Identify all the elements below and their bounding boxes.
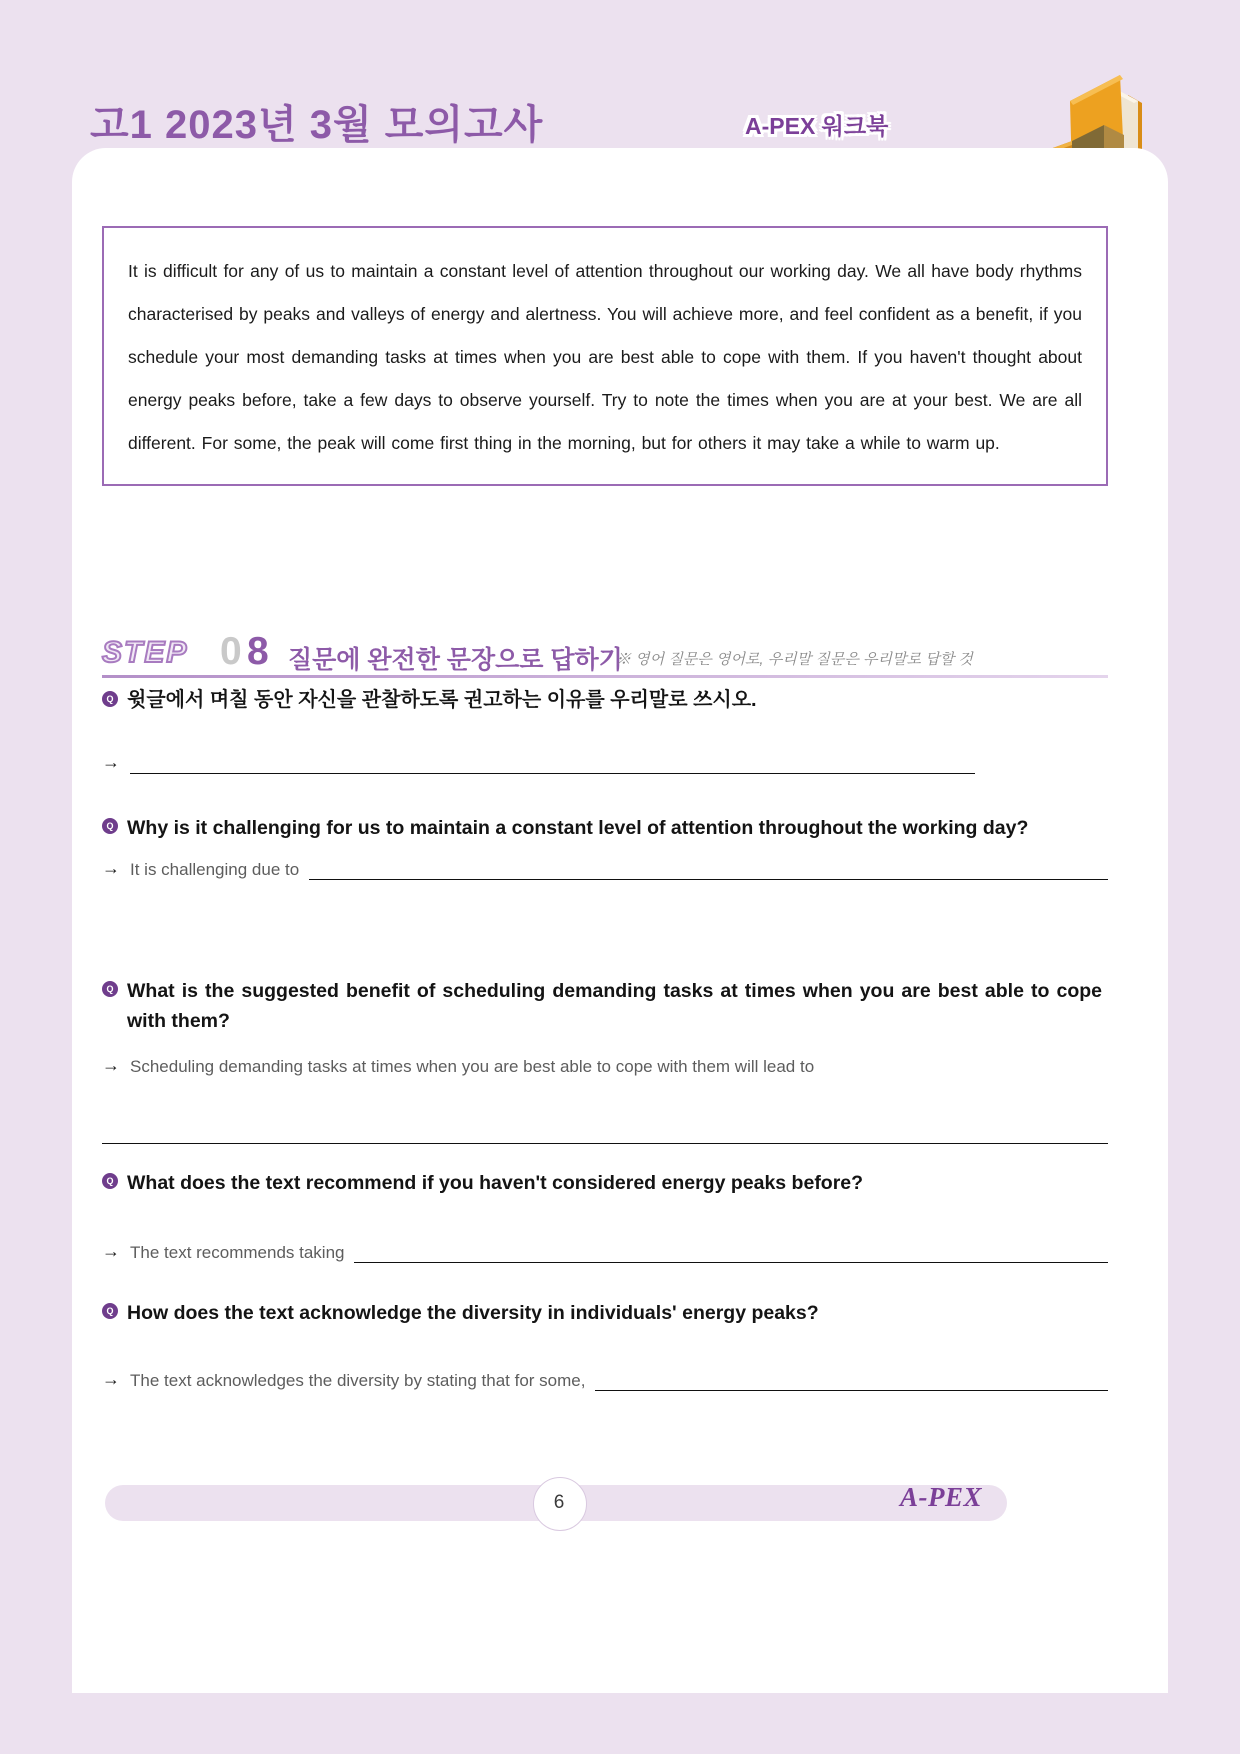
page-header	[0, 0, 1240, 160]
answer-row	[102, 859, 1108, 880]
worksheet-sheet	[72, 148, 1168, 1693]
question-text: What does the text recommend if you haven't considered energy peaks before?	[127, 1172, 864, 1194]
page-title: 고1 2023년 3월 모의고사	[90, 103, 544, 147]
answer-input-line[interactable]	[595, 1370, 1108, 1391]
answer-prefix: The text acknowledges the diversity by stating that for some,	[130, 1370, 586, 1390]
question-bullet-icon: Q	[102, 691, 118, 707]
passage-box	[102, 226, 1108, 486]
step-note: ※ 영어 질문은 영어로, 우리말 질문은 우리말로 답할 것	[616, 651, 973, 668]
question-row	[102, 1298, 1108, 1328]
question-bullet-icon: Q	[102, 1173, 118, 1189]
question-row	[102, 686, 1108, 715]
answer-arrow-icon: →	[102, 1369, 120, 1390]
answer-prefix: It is challenging due to	[130, 859, 300, 879]
answer-input-line[interactable]	[130, 753, 975, 774]
answer-prefix: The text recommends taking	[130, 1242, 345, 1262]
answer-arrow-icon: →	[102, 1055, 120, 1076]
question-block-2	[102, 813, 1108, 880]
question-row	[102, 813, 1108, 843]
question-text: 윗글에서 며칠 동안 자신을 관찰하도록 권고하는 이유를 우리말로 쓰시오.	[127, 689, 757, 711]
step-word: STEP	[102, 636, 189, 669]
question-bullet-icon: Q	[102, 818, 118, 834]
step-divider	[102, 675, 1108, 678]
question-text: What is the suggested benefit of scheduling demanding tasks at times when you are best able to cope with them?	[127, 980, 1102, 1033]
answer-arrow-icon: →	[102, 752, 120, 772]
step-label: 질문에 완전한 문장으로 답하기	[288, 646, 623, 674]
workbook-badge: A-PEX 워크북	[745, 113, 889, 139]
question-text: How does the text acknowledge the diversity in individuals' energy peaks?	[127, 1302, 819, 1324]
passage-text: It is difficult for any of us to maintain a constant level of attention throughout our working day. We all have body rhythms characterised by peaks and valleys of energy and alertness. You will achieve more, and feel confident as a benefit, if you schedule your most demanding tasks at times when you are best able to cope with them. If you haven't thought about energy peaks before, take a few days to observe yourself. Try to note the times when you are at your best. We are all different. For some, the peak will come first thing in the morning, but for others it may take a while to warm up.	[128, 261, 1082, 453]
question-text: Why is it challenging for us to maintain a constant level of attention throughout the working day?	[127, 817, 1029, 839]
question-block-3	[102, 976, 1108, 1144]
question-block-5	[102, 1298, 1108, 1391]
answer-row	[102, 1370, 1108, 1391]
answer-input-line[interactable]	[102, 1142, 1108, 1144]
answer-row	[102, 753, 1108, 774]
step-number-eight: 8	[247, 630, 269, 673]
answer-arrow-icon: →	[102, 1241, 120, 1262]
question-block-1	[102, 686, 1108, 715]
answer-block-1	[102, 753, 1108, 774]
question-row	[102, 1168, 1108, 1198]
question-bullet-icon: Q	[102, 981, 118, 997]
answer-prefix: Scheduling demanding tasks at times when you are best able to cope with them will lead to	[130, 1057, 815, 1077]
page-number: 6	[553, 1492, 565, 1513]
answer-input-line[interactable]	[354, 1242, 1108, 1263]
answer-row	[102, 1054, 1108, 1080]
step-number-zero: 0	[220, 630, 242, 673]
question-block-4	[102, 1168, 1108, 1263]
question-bullet-icon: Q	[102, 1303, 118, 1319]
answer-row	[102, 1242, 1108, 1263]
answer-arrow-icon: →	[102, 858, 120, 879]
step-header	[102, 630, 1108, 678]
footer-logo: A-PEX	[900, 1482, 983, 1512]
question-row	[102, 976, 1108, 1036]
answer-input-line[interactable]	[309, 859, 1108, 880]
